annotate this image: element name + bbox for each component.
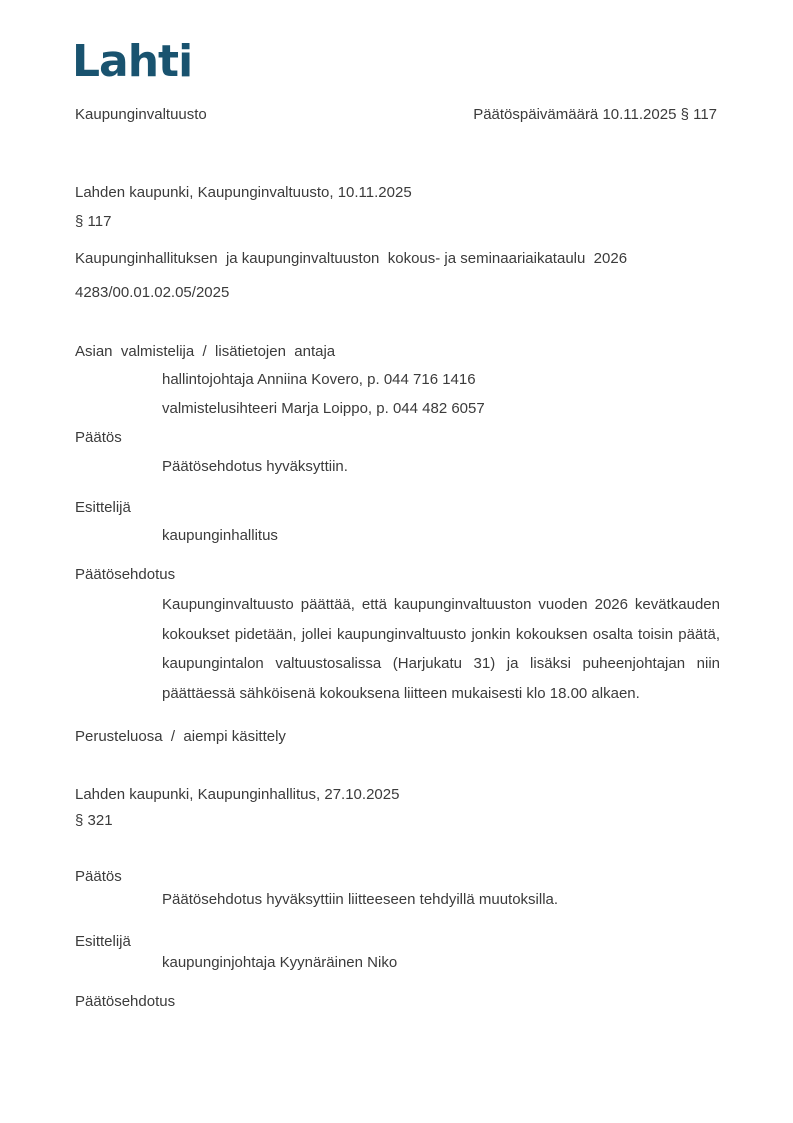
justification-heading: Perusteluosa / aiempi käsittely (75, 728, 286, 745)
proposal-body: Kaupunginvaltuusto päättää, että kaupunginvaltuuston vuoden 2026 kevätkauden kokoukset pidetään, jollei kaupunginvaltuusto jonkin kokouksen osalta toisin päätä, kaupungintalon valtuustosalissa (Harjukatu 31) ja lisäksi puheenjohtajan niin päättäessä sähköisenä kokouksena liitteen mukaisesti klo 18.00 alkaen. (162, 596, 725, 702)
meta-section-number: § 117 (75, 213, 112, 230)
header-org-name: Kaupunginvaltuusto (75, 106, 207, 123)
document-title: Kaupunginhallituksen ja kaupunginvaltuuston kokous- ja seminaariaikataulu 2026 (75, 250, 628, 267)
preparer-contact-2: valmistelusihteeri Marja Loippo, p. 044 482 6057 (162, 400, 485, 417)
previous-presenter-heading: Esittelijä (75, 933, 131, 950)
header-decision-date: Päätöspäivämäärä 10.11.2025 § 117 (473, 106, 717, 123)
previous-decision-heading: Päätös (75, 868, 122, 885)
decision-body: Päätösehdotus hyväksyttiin. (162, 458, 348, 475)
proposal-heading: Päätösehdotus (75, 566, 176, 583)
lahti-logo: Lahti (72, 36, 193, 87)
previous-proposal-heading: Päätösehdotus (75, 993, 176, 1010)
meta-org-line: Lahden kaupunki, Kaupunginvaltuusto, 10.11.2025 (75, 184, 412, 201)
preparer-contact-1: hallintojohtaja Anniina Kovero, p. 044 716 1416 (162, 371, 476, 388)
presenter-body: kaupunginhallitus (162, 527, 278, 544)
page-header (75, 106, 717, 124)
previous-org-line: Lahden kaupunki, Kaupunginhallitus, 27.10.2025 (75, 786, 400, 803)
presenter-heading: Esittelijä (75, 499, 131, 516)
previous-section-number: § 321 (75, 812, 113, 829)
case-number: 4283/00.01.02.05/2025 (75, 284, 230, 301)
decision-heading: Päätös (75, 429, 122, 446)
previous-decision-body: Päätösehdotus hyväksyttiin liitteeseen tehdyillä muutoksilla. (162, 891, 559, 908)
preparer-heading: Asian valmistelija / lisätietojen antaja (75, 343, 336, 360)
previous-presenter-body: kaupunginjohtaja Kyynäräinen Niko (162, 954, 398, 971)
